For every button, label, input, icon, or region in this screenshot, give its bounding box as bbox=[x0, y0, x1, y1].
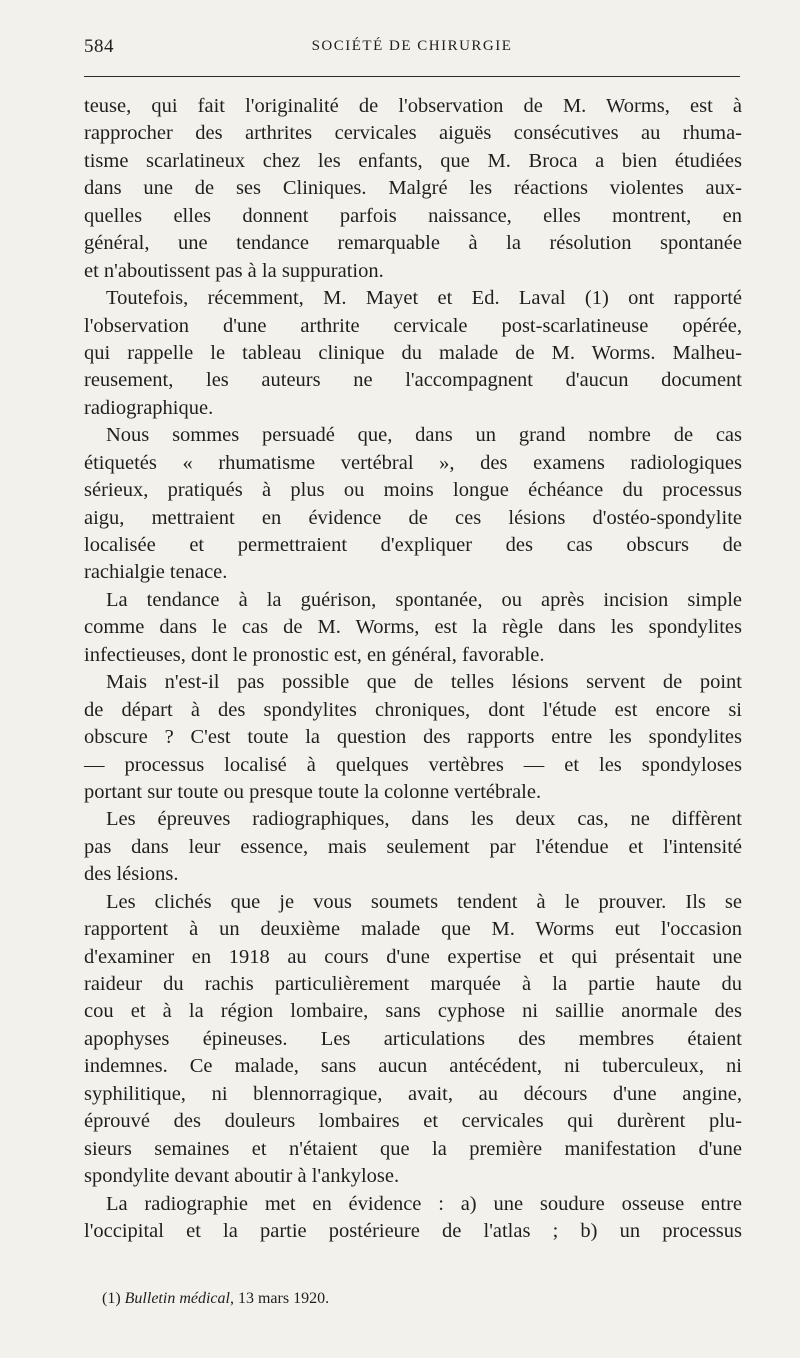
text-line: portant sur toute ou presque toute la colonne vertébrale. bbox=[84, 780, 542, 803]
footnote-marker: (1) bbox=[102, 1290, 121, 1307]
text-line: cou et à la région lombaire, sans cyphose ni saillie anormale des bbox=[84, 1000, 742, 1023]
header-rule bbox=[84, 76, 740, 77]
footnote-date: , 13 mars 1920. bbox=[229, 1290, 330, 1307]
text-line: spondylite devant aboutir à l'ankylose. bbox=[84, 1165, 400, 1188]
text-line: général, une tendance remarquable à la résolution spontanée bbox=[84, 232, 742, 255]
page-number: 584 bbox=[84, 36, 114, 57]
text-line: rapprocher des arthrites cervicales aiguës consécutives au rhuma- bbox=[84, 122, 742, 145]
running-head: SOCIÉTÉ DE CHIRURGIE bbox=[311, 38, 513, 54]
footnote bbox=[102, 1290, 329, 1308]
text-line: Les épreuves radiographiques, dans les deux cas, ne diffèrent bbox=[106, 808, 742, 831]
body-text bbox=[84, 93, 742, 1245]
text-line: indemnes. Ce malade, sans aucun antécédent, ni tuberculeux, ni bbox=[84, 1055, 742, 1078]
text-line: étiquetés « rhumatisme vertébral », des examens radiologiques bbox=[84, 451, 742, 474]
text-line: comme dans le cas de M. Worms, est la règle dans les spondylites bbox=[84, 616, 742, 639]
text-line: apophyses épineuses. Les articulations des membres étaient bbox=[84, 1027, 742, 1050]
footnote-journal: Bulletin médical bbox=[124, 1290, 230, 1307]
text-line: syphilitique, ni blennorragique, avait, au décours d'une angine, bbox=[84, 1082, 742, 1105]
text-line: quelles elles donnent parfois naissance, elles montrent, en bbox=[84, 204, 742, 227]
text-line: rapportent à un deuxième malade que M. Worms eut l'occasion bbox=[84, 918, 742, 941]
text-line: des lésions. bbox=[84, 863, 179, 886]
text-line: et n'aboutissent pas à la suppuration. bbox=[84, 259, 384, 282]
text-line: dans une de ses Cliniques. Malgré les réactions violentes aux- bbox=[84, 177, 742, 200]
text-line: Nous sommes persuadé que, dans un grand nombre de cas bbox=[106, 424, 742, 447]
text-line: sérieux, pratiqués à plus ou moins longue échéance du processus bbox=[84, 479, 742, 502]
text-line: raideur du rachis particulièrement marquée à la partie haute du bbox=[84, 973, 742, 995]
text-line: reusement, les auteurs ne l'accompagnent d'aucun document bbox=[84, 369, 742, 392]
text-line: infectieuses, dont le pronostic est, en général, favorable. bbox=[84, 643, 545, 666]
text-line: localisée et permettraient d'expliquer des cas obscurs de bbox=[84, 534, 742, 556]
text-line: sieurs semaines et n'étaient que la première manifestation d'une bbox=[84, 1137, 742, 1160]
text-line: radiographique. bbox=[84, 396, 214, 419]
text-line: tisme scarlatineux chez les enfants, que M. Broca a bien étudiées bbox=[84, 149, 742, 172]
text-line: La tendance à la guérison, spontanée, ou après incision simple bbox=[106, 588, 742, 611]
text-line: de départ à des spondylites chroniques, dont l'étude est encore si bbox=[84, 698, 742, 721]
text-line: obscure ? C'est toute la question des rapports entre les spondylites bbox=[84, 726, 742, 749]
text-line: l'observation d'une arthrite cervicale post-scarlatineuse opérée, bbox=[84, 314, 742, 337]
text-line: éprouvé des douleurs lombaires et cervicales qui durèrent plu- bbox=[84, 1110, 742, 1133]
text-line: — processus localisé à quelques vertèbres — et les spondyloses bbox=[84, 753, 742, 776]
text-line: Mais n'est-il pas possible que de telles lésions servent de point bbox=[106, 671, 742, 694]
text-line: Toutefois, récemment, M. Mayet et Ed. Laval (1) ont rapporté bbox=[106, 287, 742, 310]
text-line: rachialgie tenace. bbox=[84, 561, 228, 584]
text-line: pas dans leur essence, mais seulement par l'étendue et l'intensité bbox=[84, 835, 742, 858]
text-line: teuse, qui fait l'originalité de l'observation de M. Worms, est à bbox=[84, 95, 742, 117]
page-header bbox=[84, 36, 740, 60]
text-line: qui rappelle le tableau clinique du malade de M. Worms. Malheu- bbox=[84, 341, 742, 364]
text-line: La radiographie met en évidence : a) une soudure osseuse entre bbox=[106, 1192, 742, 1215]
text-line: aigu, mettraient en évidence de ces lésions d'ostéo-spondylite bbox=[84, 506, 742, 529]
text-line: Les clichés que je vous soumets tendent à le prouver. Ils se bbox=[106, 890, 742, 913]
text-line: l'occipital et la partie postérieure de l'atlas ; b) un processus bbox=[84, 1219, 742, 1242]
text-line: d'examiner en 1918 au cours d'une expertise et qui présentait une bbox=[84, 945, 742, 968]
